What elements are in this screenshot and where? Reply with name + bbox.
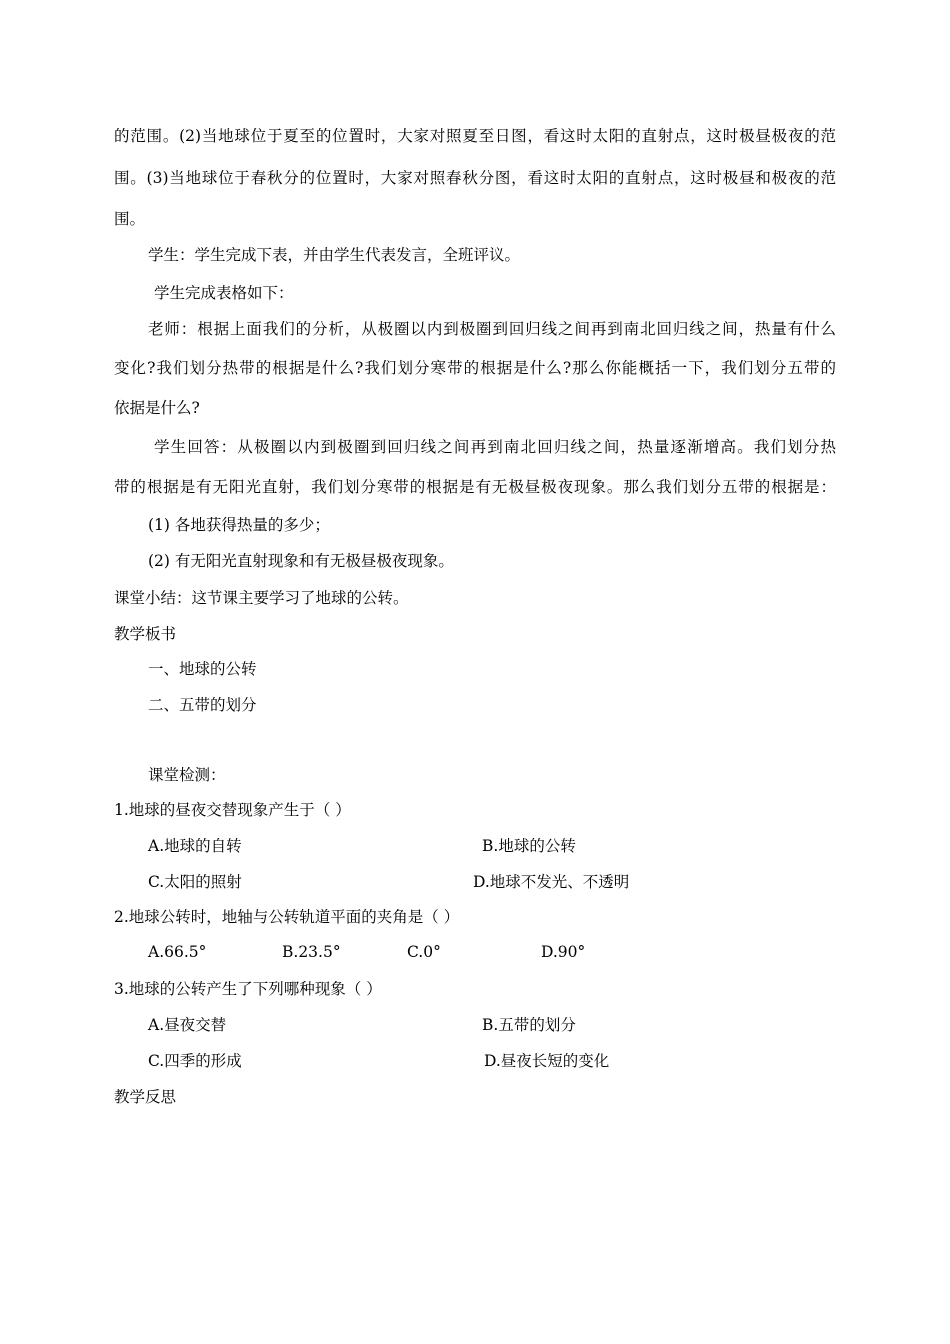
paragraph-line: 围。: [114, 210, 146, 228]
board-heading: 教学板书: [114, 625, 177, 643]
basis-item: (2) 有无阳光直射现象和有无极昼极夜现象。: [148, 552, 454, 570]
answer-paragraph: 带的根据是有无阳光直射，我们划分寒带的根据是有无极昼极夜现象。那么我们划分五带的根据是：: [114, 478, 836, 496]
reflection-heading: 教学反思: [114, 1088, 177, 1106]
question-option: A.地球的自转: [148, 837, 242, 855]
question-option: D.90°: [541, 943, 586, 961]
basis-item: (1) 各地获得热量的多少；: [148, 516, 330, 534]
question-option: D.地球不发光、不透明: [473, 873, 630, 891]
question-option: B.23.5°: [282, 943, 341, 961]
question-option: A.66.5°: [148, 943, 207, 961]
question-option: C.0°: [407, 943, 441, 961]
quiz-heading: 课堂检测：: [148, 766, 226, 784]
question-stem: 3.地球的公转产生了下列哪种现象（ ）: [114, 980, 382, 998]
question-option: C.四季的形成: [148, 1052, 242, 1070]
paragraph-line: 的范围。(2)当地球位于夏至的位置时，大家对照夏至日图，看这时太阳的直射点，这时极昼极夜的范: [114, 127, 836, 145]
question-stem: 2.地球公转时，地轴与公转轨道平面的夹角是（ ）: [114, 908, 460, 926]
teacher-paragraph: 变化?我们划分热带的根据是什么?我们划分寒带的根据是什么?那么你能概括一下，我们划分五带的: [114, 359, 836, 377]
board-item: 二、五带的划分: [148, 696, 257, 714]
question-option: A.昼夜交替: [148, 1016, 227, 1034]
student-paragraph: 学生完成表格如下：: [154, 284, 294, 302]
paragraph-line: 围。(3)当地球位于春秋分的位置时，大家对照春秋分图，看这时太阳的直射点，这时极昼和极夜的范: [114, 169, 836, 187]
question-stem: 1.地球的昼夜交替现象产生于（ ）: [114, 801, 351, 819]
teacher-paragraph: 依据是什么?: [114, 399, 200, 417]
student-paragraph: 学生：学生完成下表，并由学生代表发言，全班评议。: [148, 246, 521, 264]
question-option: C.太阳的照射: [148, 873, 242, 891]
question-option: D.昼夜长短的变化: [484, 1052, 610, 1070]
question-option: B.五带的划分: [482, 1016, 576, 1034]
teacher-paragraph: 老师：根据上面我们的分析，从极圈以内到极圈到回归线之间再到南北回归线之间，热量有什么: [148, 320, 836, 338]
class-summary: 课堂小结：这节课主要学习了地球的公转。: [114, 589, 409, 607]
question-option: B.地球的公转: [482, 837, 576, 855]
answer-paragraph: 学生回答：从极圈以内到极圈到回归线之间再到南北回归线之间，热量逐渐增高。我们划分热: [154, 438, 836, 456]
board-item: 一、地球的公转: [148, 660, 257, 678]
